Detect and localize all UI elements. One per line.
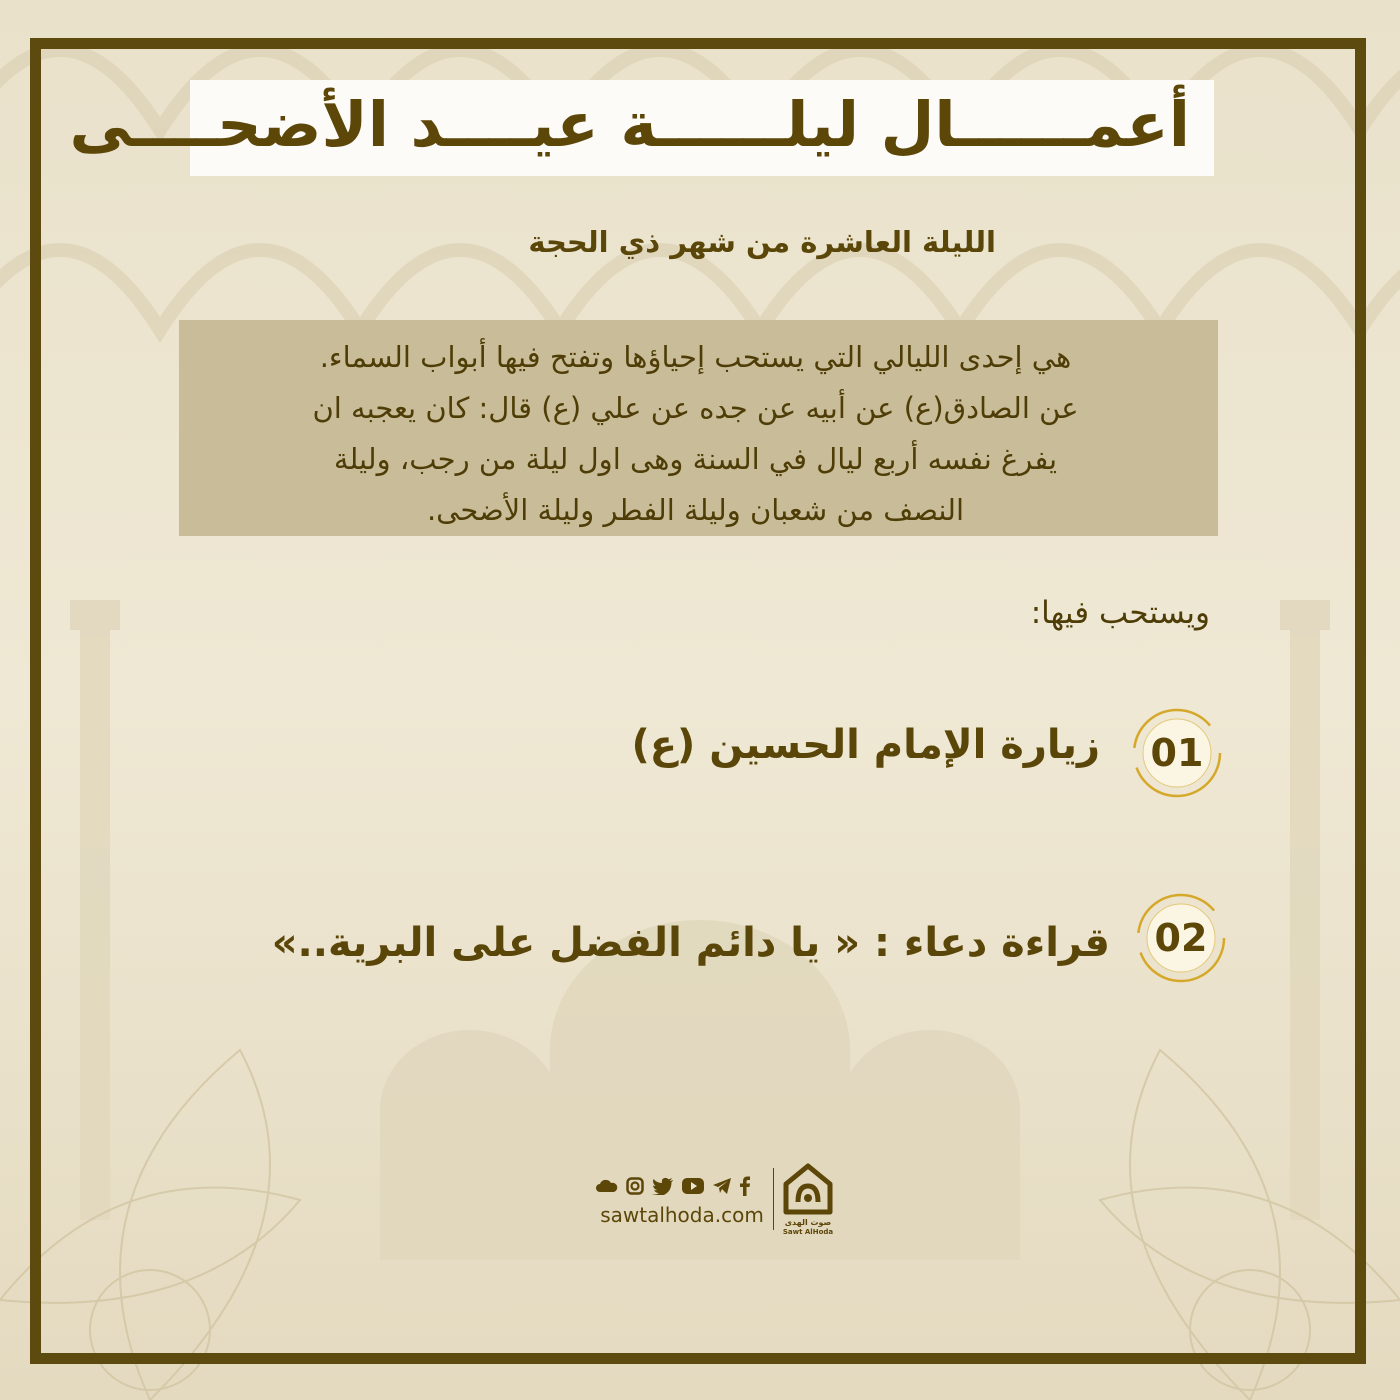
logo-emblem-icon: [778, 1162, 838, 1218]
social-icons: [596, 1173, 766, 1199]
logo-arabic-text: صوت الهدى: [784, 1218, 832, 1227]
twitter-icon[interactable]: [652, 1177, 674, 1195]
badge-number: 02: [1154, 916, 1208, 960]
intro-box: [179, 320, 1218, 536]
recommended-label: ويستحب فيها:: [1030, 595, 1210, 631]
item-text-01: زيارة الإمام الحسين (ع): [631, 722, 1100, 768]
title-banner: [69, 80, 1214, 176]
number-badge-01: [1129, 705, 1225, 801]
intro-line: النصف من شعبان وليلة الفطر وليلة الأضحى.: [426, 493, 965, 527]
instagram-icon[interactable]: [626, 1177, 644, 1195]
cloud-icon[interactable]: [596, 1179, 618, 1193]
page-title: أعمــــــال ليلــــــة عيــــد الأضحــــى: [69, 88, 1190, 161]
facebook-icon[interactable]: [740, 1176, 750, 1196]
badge-number: 01: [1150, 731, 1204, 775]
sawt-alhoda-logo: [778, 1162, 838, 1238]
intro-line: عن الصادق(ع) عن أبيه عن جده عن علي (ع) قال: كان يعجبه ان: [312, 391, 1079, 425]
intro-text: [185, 332, 1206, 536]
footer-divider: [773, 1168, 774, 1230]
logo-english-text: Sawt AlHoda: [782, 1228, 834, 1236]
telegram-icon[interactable]: [712, 1177, 732, 1195]
intro-line: هي إحدى الليالي التي يستحب إحياؤها وتفتح فيها أبواب السماء.: [319, 340, 1072, 374]
item-text-02: قراءة دعاء : « يا دائم الفضل على البرية..»: [271, 920, 1110, 966]
number-badge-02: [1133, 890, 1229, 986]
intro-line: يفرغ نفسه أربع ليال في السنة وهى اول ليلة من رجب، وليلة: [333, 442, 1058, 476]
website-link[interactable]: sawtalhoda.com: [600, 1203, 764, 1227]
subtitle: الليلة العاشرة من شهر ذي الحجة: [528, 225, 996, 259]
youtube-icon[interactable]: [682, 1178, 704, 1194]
